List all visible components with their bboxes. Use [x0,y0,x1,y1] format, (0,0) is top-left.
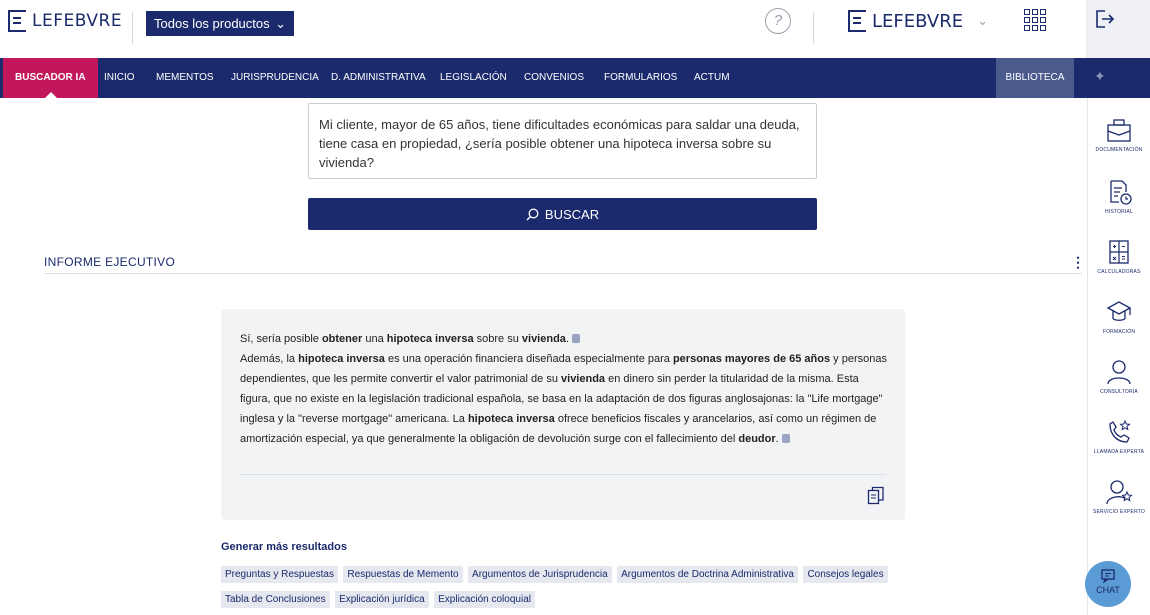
answer-text: sobre su [473,333,522,345]
sidebar-item-historial[interactable] [1088,178,1150,215]
answer-text: . [565,333,569,345]
brand-logo[interactable] [8,10,122,32]
answer-keyword: vivienda [521,333,566,345]
main-nav [0,58,1150,98]
logout-icon[interactable] [1093,8,1115,30]
tab-legislacion[interactable]: LEGISLACIÓN [440,72,507,83]
logo-mark-icon [8,10,26,32]
answer-text: es una operación financiera diseñada especialmente para [384,353,673,365]
graduation-cap-icon [1105,298,1133,326]
sidebar-item-label: LLAMADA EXPERTA [1093,449,1145,455]
apps-grid-icon[interactable] [1024,9,1046,31]
chip-respuestas-memento[interactable]: Respuestas de Memento [343,566,462,583]
chip-explicacion-juridica[interactable]: Explicación jurídica [335,591,429,608]
answer-keyword: vivienda [561,373,606,385]
result-type-chips [221,564,911,614]
right-sidebar [1087,98,1150,615]
product-selector-label: Todos los productos [154,16,270,31]
pin-icon[interactable]: ✦ [1094,68,1106,84]
logo-mark-icon [848,10,866,32]
sidebar-item-servicio-experto[interactable] [1088,478,1150,515]
query-textarea[interactable]: Mi cliente, mayor de 65 años, tiene dificultades económicas para saldar una deuda, tiene casa en propiedad, ¿sería posible obtener una hipoteca inversa sobre su vivienda? [308,103,817,179]
search-icon [526,208,539,221]
sidebar-item-consultoria[interactable] [1088,358,1150,395]
product-selector[interactable] [146,11,294,36]
answer-text: Sí, sería posible [240,333,322,345]
search-button-label: BUSCAR [544,206,600,222]
sidebar-item-label: CONSULTORÍA [1100,389,1138,395]
tab-buscador-ia[interactable]: BUSCADOR IA [3,58,98,98]
calculator-icon [1105,238,1133,266]
tab-mementos[interactable]: MEMENTOS [156,72,214,83]
answer-keyword: hipoteca inversa [298,353,385,365]
brand-name: LEFEBVRE [32,11,123,31]
user-icon [1105,358,1133,386]
section-title: INFORME EJECUTIVO [44,255,176,269]
answer-keyword: obtener [321,333,363,345]
divider [813,12,814,44]
brand-switcher[interactable] [848,10,988,32]
search-button[interactable] [308,198,817,230]
chip-explicacion-coloquial[interactable]: Explicación coloquial [434,591,535,608]
answer-card [221,309,905,520]
chat-icon [1100,569,1116,583]
chip-tabla-conclusiones[interactable]: Tabla de Conclusiones [221,591,330,608]
sidebar-item-llamada-experta[interactable] [1088,418,1150,455]
phone-star-icon [1105,418,1133,446]
answer-keyword: personas mayores de 65 años [672,353,831,365]
brand-switcher-label: LEFEBVRE [872,10,964,32]
sidebar-item-label: HISTORIAL [1104,209,1134,215]
sidebar-item-calculadoras[interactable] [1088,238,1150,275]
tab-inicio[interactable]: INICIO [104,72,135,83]
sidebar-item-label: CALCULADORAS [1097,269,1141,275]
user-star-icon [1105,478,1133,506]
chip-argumentos-doctrina[interactable]: Argumentos de Doctrina Administrativa [617,566,798,583]
citation-icon[interactable] [572,334,580,343]
more-options-icon[interactable]: ⋮ [1071,254,1085,270]
tab-jurisprudencia[interactable]: JURISPRUDENCIA [231,72,319,83]
sidebar-item-formacion[interactable] [1088,298,1150,335]
sidebar-item-label: SERVICIO EXPERTO [1092,509,1146,515]
generate-more-title: Generar más resultados [221,541,347,553]
answer-text: y personas dependientes, que les permite convertir el valor patrimonial de su [240,353,887,385]
citation-icon[interactable] [782,434,790,443]
sidebar-item-documentacion[interactable] [1088,118,1150,153]
help-icon[interactable]: ? [765,8,791,34]
divider [44,273,1082,274]
chip-consejos-legales[interactable]: Consejos legales [803,566,887,583]
top-header [0,0,1150,58]
answer-text: . [775,433,779,445]
chevron-down-icon: ⌄ [275,15,286,31]
sidebar-item-label: FORMACIÓN [1102,329,1136,335]
chat-button[interactable] [1085,561,1131,607]
history-icon [1105,178,1133,206]
answer-keyword: deudor [738,433,776,445]
chevron-down-icon: ⌄ [977,13,989,29]
answer-text: en dinero sin perder la titularidad de la misma. Esta figura, que no existe en la legislación tradicional española, se basa en la adaptación de dos figuras anglosajonas: la "Life mortgage" inglesa y la "reverse mortgage" americana. La [240,373,883,425]
biblioteca-button[interactable]: BIBLIOTECA [996,58,1074,98]
sidebar-item-label: DOCUMENTACIÓN [1095,147,1143,153]
answer-text: una [362,333,387,345]
answer-text: ofrece beneficios fiscales y arancelarios, así como un régimen de amortización especial, ya que generalmente la obligación de devolución surge con el fallecimiento del [240,413,877,445]
answer-keyword: hipoteca inversa [386,333,474,345]
answer-keyword: hipoteca inversa [467,413,555,425]
tab-d-administrativa[interactable]: D. ADMINISTRATIVA [331,72,426,83]
chip-argumentos-jurisprudencia[interactable]: Argumentos de Jurisprudencia [468,566,612,583]
tab-convenios[interactable]: CONVENIOS [524,72,585,83]
answer-paragraph-2 [240,349,887,449]
chat-label: CHAT [1096,585,1120,595]
divider [240,474,886,475]
answer-paragraph-1 [240,329,887,349]
copy-icon[interactable] [867,486,885,506]
answer-text: Además, la [240,353,299,365]
chip-preguntas-respuestas[interactable]: Preguntas y Respuestas [221,566,338,583]
divider [132,12,133,44]
tab-actum[interactable]: ACTUM [694,72,730,83]
tab-formularios[interactable]: FORMULARIOS [604,72,678,83]
briefcase-icon [1105,118,1133,144]
